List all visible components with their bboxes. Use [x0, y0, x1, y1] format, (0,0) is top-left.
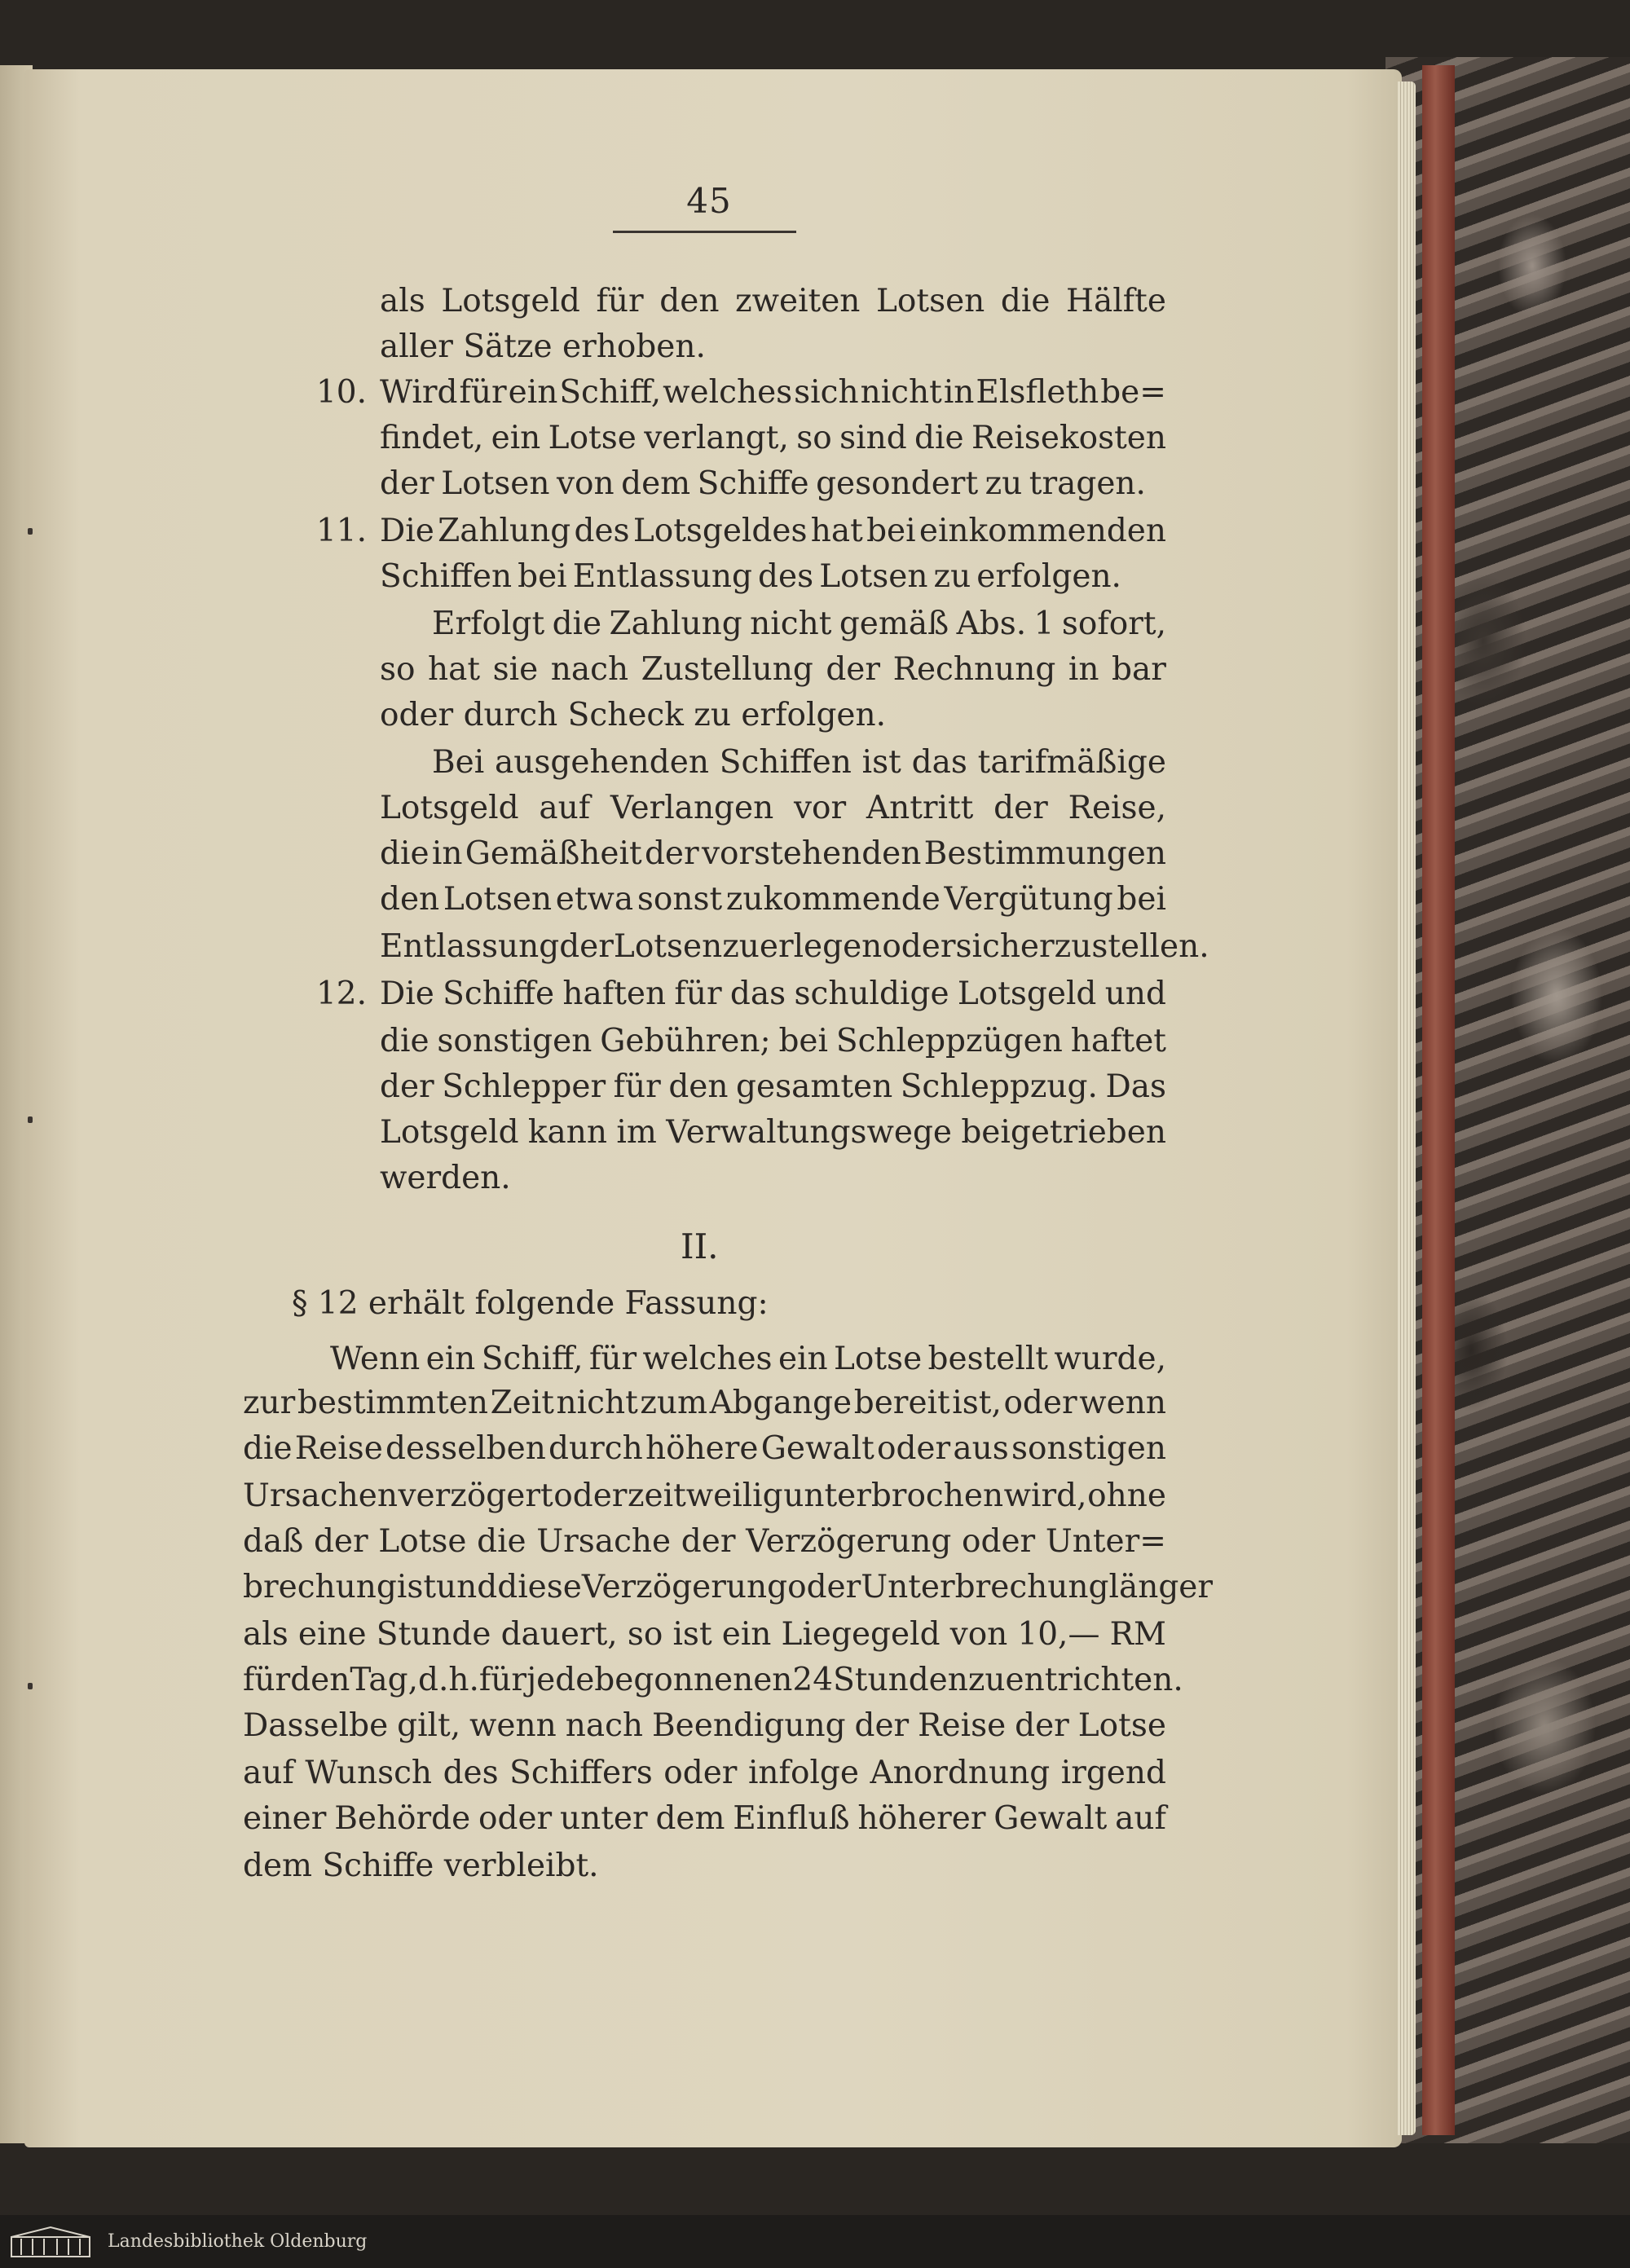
word: Hälfte — [1066, 283, 1166, 319]
text-line — [380, 374, 1166, 411]
word: einer — [243, 1800, 327, 1837]
word: Lotsen — [613, 928, 723, 965]
word: auf — [1115, 1800, 1166, 1837]
word: oder — [1003, 1385, 1077, 1421]
word: der — [826, 651, 881, 688]
word: unterbrochen — [783, 1478, 1004, 1514]
word: das — [729, 975, 786, 1012]
word: ist — [396, 1569, 437, 1605]
word: auf — [243, 1755, 294, 1791]
word: für — [674, 975, 722, 1012]
word: der — [993, 790, 1048, 826]
word: zweiten — [735, 283, 861, 319]
word: der — [313, 1523, 368, 1560]
word: der — [380, 465, 434, 502]
word: die — [477, 1523, 526, 1560]
word: oder — [663, 1755, 738, 1791]
word: gesondert — [816, 465, 979, 502]
word: wenn — [1079, 1385, 1166, 1421]
word: Verzögerung — [581, 1569, 788, 1605]
word: der — [681, 1523, 736, 1560]
word: Unterbrechung — [861, 1569, 1109, 1605]
word: bei — [1117, 881, 1166, 918]
word: Erfolgt — [432, 606, 545, 642]
word: Zahlung — [438, 513, 571, 549]
text-line — [380, 975, 1166, 1012]
word: und — [1104, 975, 1166, 1012]
word: dem — [655, 1800, 725, 1837]
text-line: aller Sätze erhoben. — [380, 328, 706, 365]
word: sind — [839, 420, 907, 456]
text-line — [380, 558, 1121, 595]
word: der — [380, 1068, 434, 1105]
word: als — [380, 283, 425, 319]
text-line: oder durch Scheck zu erfolgen. — [380, 697, 887, 733]
word: Schiffers — [509, 1755, 653, 1791]
word: oder — [876, 1430, 951, 1467]
word: den — [290, 1662, 350, 1698]
word: ist, — [952, 1385, 1002, 1421]
word: h. — [448, 1662, 479, 1698]
word: sich — [794, 374, 859, 411]
text-line — [380, 835, 1166, 872]
word: des — [574, 513, 630, 549]
text-line — [380, 465, 1146, 502]
word: irgend — [1060, 1755, 1166, 1791]
text-line — [380, 1068, 1166, 1105]
word: be= — [1100, 374, 1166, 411]
word: verzögert — [398, 1478, 553, 1514]
library-name: Landesbibliothek Oldenburg — [108, 2231, 368, 2252]
word: welches — [663, 374, 793, 411]
word: länger — [1108, 1569, 1214, 1605]
word: bar — [1112, 651, 1166, 688]
word: nach — [565, 1707, 644, 1744]
word: Schlepper — [442, 1068, 606, 1105]
text-line — [380, 1025, 1166, 1057]
word: des — [443, 1755, 499, 1791]
word: haftet — [1070, 1023, 1166, 1059]
word: die — [243, 1430, 293, 1467]
word: daß — [243, 1523, 304, 1560]
word: so — [380, 651, 416, 688]
word: Einfluß — [733, 1800, 850, 1837]
item-number: 12. — [315, 975, 367, 1012]
word: Lotsgeld — [380, 1114, 519, 1151]
word: bei — [866, 513, 916, 549]
word: hat — [810, 513, 863, 549]
text-line — [380, 881, 1166, 918]
word: wurde, — [1054, 1341, 1166, 1377]
text-line — [243, 1616, 1166, 1653]
word: Lotsen — [443, 881, 553, 918]
word: der — [1015, 1707, 1069, 1744]
footer-bar — [0, 2215, 1630, 2268]
word: tragen. — [1029, 465, 1146, 502]
word: Stunde — [376, 1616, 491, 1653]
word: nicht — [750, 606, 832, 642]
word: und — [436, 1569, 498, 1605]
word: Wenn — [330, 1341, 421, 1377]
page-number-rule — [613, 231, 796, 233]
word: Lotsgeld — [441, 283, 580, 319]
text-line — [330, 1343, 1166, 1375]
word: ein — [425, 1341, 476, 1377]
text-line — [243, 1480, 1166, 1512]
word: Dasselbe — [243, 1707, 389, 1744]
word: zu — [933, 558, 971, 595]
word: Entlassung — [572, 558, 752, 595]
word: tarifmäßige — [977, 744, 1166, 781]
library-building-icon — [10, 2226, 91, 2258]
word: eine — [297, 1616, 367, 1653]
word: bei — [518, 558, 567, 595]
word: entrichten. — [1005, 1662, 1183, 1698]
word: zu — [985, 465, 1023, 502]
word: Schleppzügen — [835, 1023, 1063, 1059]
word: ist — [861, 744, 901, 781]
word: Lotsgeld — [380, 790, 519, 826]
word: Verlangen — [610, 790, 774, 826]
word: Lotsen — [819, 558, 928, 595]
word: die — [552, 606, 602, 642]
word: Gebühren; — [600, 1023, 771, 1059]
word: das — [911, 744, 967, 781]
word: Schiff, — [559, 374, 662, 411]
word: sonst — [637, 881, 723, 918]
word: ein — [778, 1341, 828, 1377]
word: die — [1000, 283, 1051, 319]
word: ein — [721, 1616, 772, 1653]
text-line — [432, 744, 1166, 781]
word: für — [478, 1662, 527, 1698]
word: d. — [417, 1662, 449, 1698]
word: Die — [380, 975, 434, 1012]
text-line — [380, 285, 1166, 317]
word: dauert, — [500, 1616, 618, 1653]
word: Lotse — [378, 1523, 467, 1560]
word: Schiff, — [481, 1341, 584, 1377]
word: höherer — [857, 1800, 986, 1837]
word: Zustellung — [641, 651, 813, 688]
word: Schiffen — [719, 744, 852, 781]
word: der — [644, 835, 699, 872]
word: desselben — [385, 1430, 546, 1467]
word: RM — [1109, 1616, 1166, 1653]
word: Reisekosten — [971, 420, 1166, 456]
word: sofort, — [1061, 606, 1166, 642]
word: Lotsen — [441, 465, 550, 502]
word: Reise — [918, 1707, 1007, 1744]
text-line — [380, 515, 1166, 547]
word: Zeit — [490, 1385, 554, 1421]
word: Das — [1105, 1068, 1166, 1105]
word: Schiffe — [697, 465, 809, 502]
word: durch — [548, 1430, 643, 1467]
word: den — [659, 283, 720, 319]
word: findet, — [380, 420, 484, 456]
word: für — [588, 1341, 637, 1377]
word: dem — [621, 465, 691, 502]
word: jede — [526, 1662, 595, 1698]
word: ohne — [1087, 1478, 1166, 1514]
word: in — [1068, 651, 1099, 688]
text-line: § 12 erhält folgende Fassung: — [292, 1285, 769, 1322]
word: Gewalt — [760, 1430, 874, 1467]
word: der — [854, 1707, 910, 1744]
word: Verzögerung — [746, 1523, 952, 1560]
word: 24 — [792, 1662, 834, 1698]
word: ausgehenden — [495, 744, 709, 781]
word: höhere — [645, 1430, 759, 1467]
word: Liegegeld — [781, 1616, 941, 1653]
word: brechung — [243, 1569, 397, 1605]
word: den — [380, 881, 440, 918]
word: Bei — [432, 744, 485, 781]
word: nicht — [860, 374, 942, 411]
word: schuldige — [794, 975, 949, 1012]
text-line: werden. — [380, 1160, 511, 1196]
word: infolge — [747, 1755, 859, 1791]
word: Elsfleth — [976, 374, 1099, 411]
word: oder — [962, 1523, 1036, 1560]
word: Anordnung — [870, 1755, 1051, 1791]
word: von — [949, 1616, 1008, 1653]
word: gilt, — [397, 1707, 461, 1744]
word: diese — [497, 1569, 582, 1605]
text-line — [243, 1757, 1166, 1789]
word: Lotsen — [876, 283, 985, 319]
word: Ursachen — [243, 1478, 398, 1514]
word: so — [627, 1616, 663, 1653]
word: Antritt — [866, 790, 974, 826]
word: oder — [787, 1569, 861, 1605]
word: Unter= — [1045, 1523, 1166, 1560]
word: der — [559, 928, 614, 965]
word: Vergütung — [944, 881, 1113, 918]
word: ein — [508, 374, 558, 411]
word: zukommende — [725, 881, 941, 918]
word: 1 — [1033, 606, 1055, 642]
text-line — [243, 1707, 1166, 1744]
word: sonstigen — [1011, 1430, 1166, 1467]
word: Rechnung — [892, 651, 1056, 688]
word: wenn — [469, 1707, 557, 1744]
word: in — [431, 835, 463, 872]
word: Zahlung — [609, 606, 742, 642]
word: Stunden — [833, 1662, 968, 1698]
word: Beendigung — [652, 1707, 846, 1744]
word: etwa — [555, 881, 634, 918]
word: erfolgen. — [976, 558, 1121, 595]
word: bereit — [853, 1385, 950, 1421]
word: Lotsgeld — [957, 975, 1097, 1012]
word: von — [556, 465, 615, 502]
text-line — [380, 1114, 1166, 1151]
word: Abgange — [709, 1385, 852, 1421]
text-line — [243, 1523, 1166, 1560]
word: so — [796, 420, 832, 456]
word: auf — [539, 790, 591, 826]
word: Lotsgeldes — [632, 513, 808, 549]
word: bestellt — [927, 1341, 1048, 1377]
word: begonnenen — [594, 1662, 793, 1698]
word: Bestimmungen — [923, 835, 1166, 872]
word: einkommenden — [919, 513, 1166, 549]
word: sonstigen — [437, 1023, 593, 1059]
word: Die — [380, 513, 434, 549]
word: oder — [553, 1478, 628, 1514]
section-heading: II. — [681, 1226, 719, 1266]
word: gemäß — [839, 606, 949, 642]
word: die — [380, 1023, 430, 1059]
text-line — [432, 608, 1166, 640]
word: Reise, — [1068, 790, 1166, 826]
word: zeitweilig — [628, 1478, 783, 1514]
word: bestimmten — [297, 1385, 488, 1421]
word: haften — [562, 975, 667, 1012]
word: Wird — [380, 374, 458, 411]
text-line — [243, 1430, 1166, 1467]
text-line — [380, 422, 1166, 454]
word: kann — [527, 1114, 608, 1151]
word: Tag, — [350, 1662, 418, 1698]
word: die — [914, 420, 964, 456]
word: als — [243, 1616, 289, 1653]
word: ist — [672, 1616, 712, 1653]
word: zur — [243, 1385, 296, 1421]
word: Wunsch — [305, 1755, 433, 1791]
word: oder — [478, 1800, 553, 1837]
word: welches — [642, 1341, 773, 1377]
word: Schleppzug. — [900, 1068, 1098, 1105]
word: Lotse — [834, 1341, 923, 1377]
word: verlangt, — [644, 420, 789, 456]
word: Entlassung — [380, 928, 560, 965]
word: wird, — [1003, 1478, 1087, 1514]
word: in — [943, 374, 975, 411]
word: für — [613, 1068, 661, 1105]
text-line — [380, 792, 1166, 824]
word: den — [668, 1068, 729, 1105]
word: für — [243, 1662, 291, 1698]
word: für — [459, 374, 507, 411]
word: unter — [560, 1800, 648, 1837]
text-line — [380, 651, 1166, 688]
word: Abs. — [956, 606, 1027, 642]
word: die — [380, 835, 430, 872]
word: Gemäßheit — [465, 835, 642, 872]
item-number: 11. — [315, 513, 367, 549]
word: beigetrieben — [961, 1114, 1166, 1151]
page-number: 45 — [686, 181, 732, 221]
text-line: dem Schiffe verbleibt. — [243, 1847, 599, 1884]
word: des — [758, 558, 814, 595]
word: für — [596, 283, 644, 319]
word: sie — [492, 651, 539, 688]
text-line — [243, 1662, 1183, 1698]
word: Schiffen — [380, 558, 513, 595]
text-line — [243, 1800, 1166, 1837]
word: Lotse — [548, 420, 637, 456]
word: vor — [794, 790, 847, 826]
word: zu — [722, 928, 760, 965]
word: oder — [882, 928, 956, 965]
word: im — [616, 1114, 657, 1151]
word: hat — [428, 651, 481, 688]
word: Ursache — [536, 1523, 672, 1560]
word: sicherzustellen. — [955, 928, 1209, 965]
item-number: 10. — [315, 374, 367, 411]
word: Behörde — [334, 1800, 471, 1837]
word: nicht — [556, 1385, 638, 1421]
word: zu — [967, 1662, 1006, 1698]
word: nach — [550, 651, 629, 688]
text-line — [380, 928, 1209, 965]
word: 10,— — [1017, 1616, 1100, 1653]
word: Gewalt — [993, 1800, 1108, 1837]
word: Lotse — [1077, 1707, 1166, 1744]
word: vorstehenden — [701, 835, 922, 872]
text-line — [243, 1569, 1214, 1605]
word: aus — [953, 1430, 1009, 1467]
word: Schiffe — [443, 975, 555, 1012]
word: ein — [491, 420, 541, 456]
text-line — [243, 1387, 1166, 1419]
word: zum — [640, 1385, 708, 1421]
word: gesamten — [736, 1068, 893, 1105]
word: erlegen — [759, 928, 883, 965]
word: bei — [778, 1023, 828, 1059]
word: Verwaltungswege — [666, 1114, 952, 1151]
word: Reise — [294, 1430, 383, 1467]
